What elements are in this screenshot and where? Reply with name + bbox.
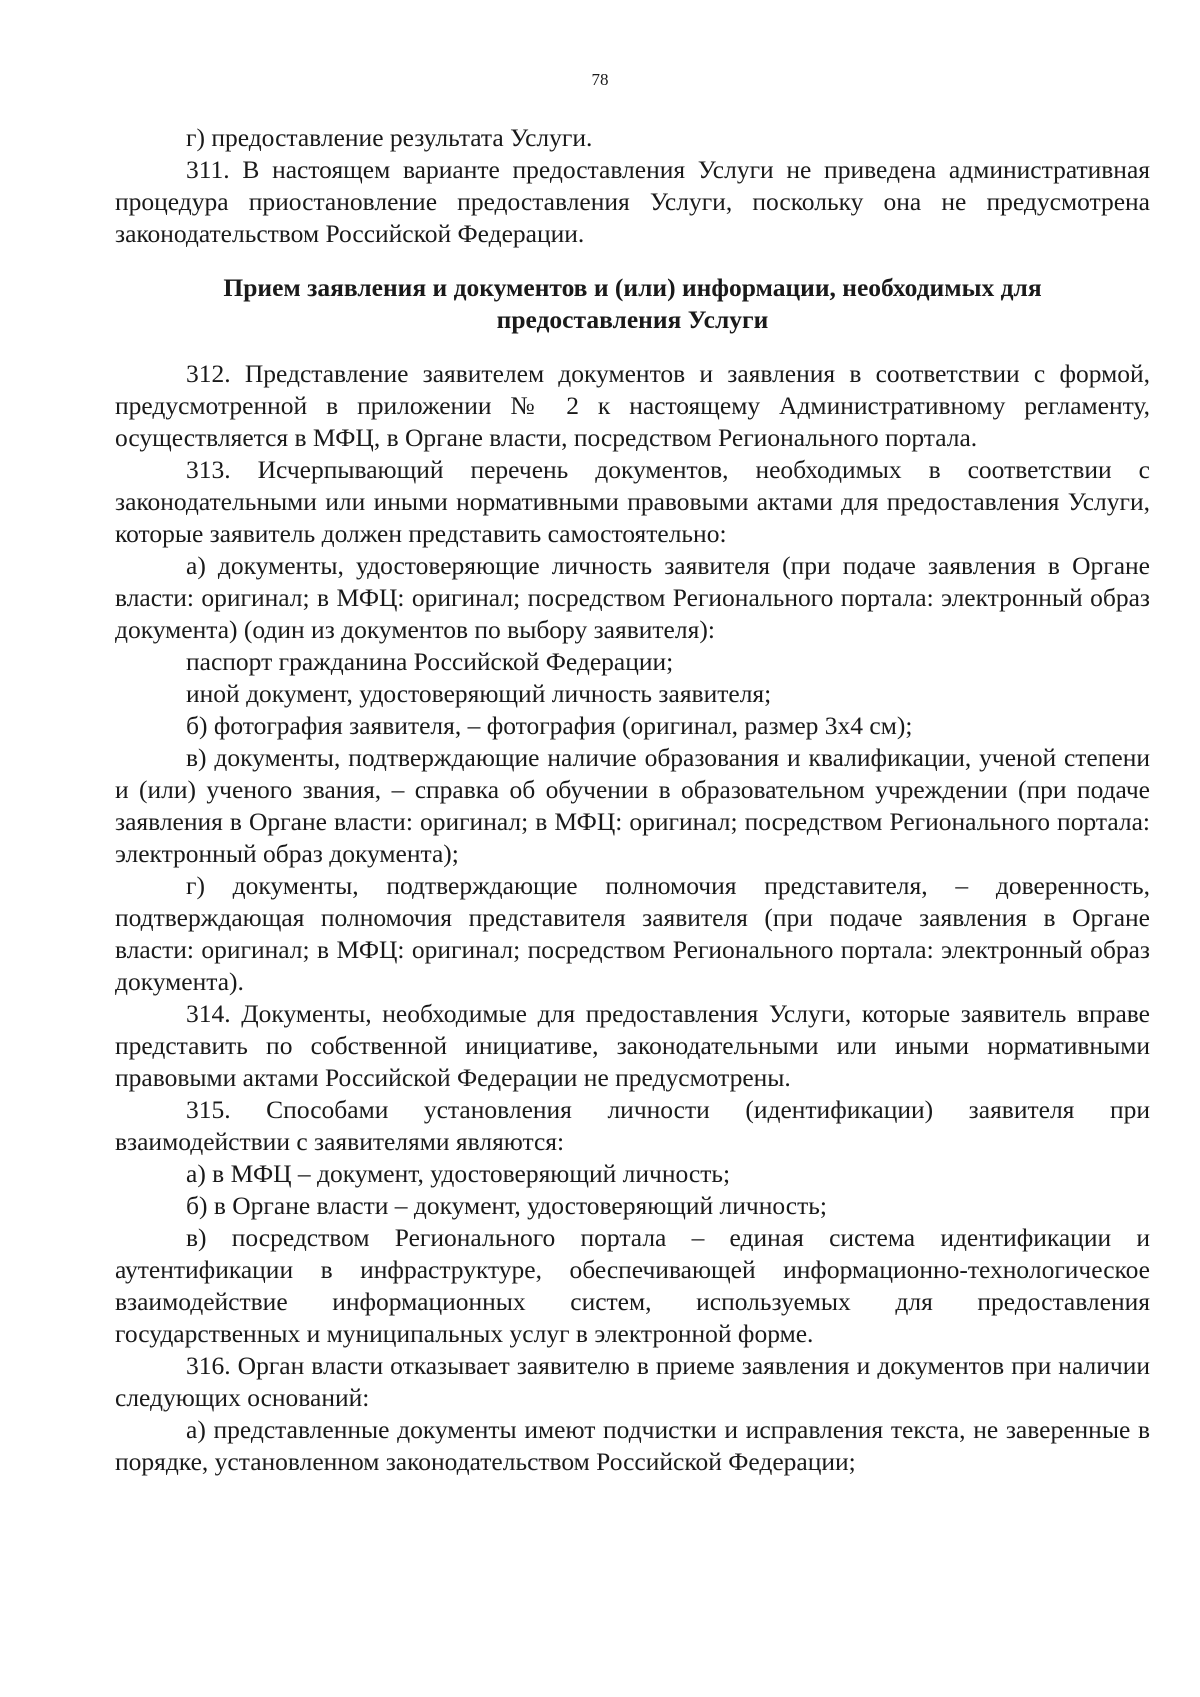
paragraph-316-item-a: а) представленные документы имеют подчистки и исправления текста, не заверенные в порядке, установленном законодательством Российской Федерации; xyxy=(115,1415,1150,1476)
paragraph-313-item-g: г) документы, подтверждающие полномочия представителя, – доверенность, подтверждающая полномочия представителя заявителя (при подаче заявления в Органе власти: оригинал; в МФЦ: оригинал; посредством Регионального портала: электронный образ документа). xyxy=(115,871,1150,996)
paragraph-314: 314. Документы, необходимые для предоставления Услуги, которые заявитель вправе представить по собственной инициативе, законодательными или иными нормативными правовыми актами Российской Федерации не предусмотрены. xyxy=(115,999,1150,1092)
section-heading xyxy=(115,272,1150,336)
paragraph-315-item-v: в) посредством Регионального портала – единая система идентификации и аутентификации в инфраструктуре, обеспечивающей информационно-технологическое взаимодействие информационных систем, используемых для предоставления государственных и муниципальных услуг в электронной форме. xyxy=(115,1223,1150,1348)
paragraph-313-item-a-passport: паспорт гражданина Российской Федерации; xyxy=(186,647,674,676)
document-body xyxy=(115,122,1150,1478)
paragraph-313-item-a-other-document: иной документ, удостоверяющий личность заявителя; xyxy=(186,679,772,708)
paragraph-316: 316. Орган власти отказывает заявителю в приеме заявления и документов при наличии следующих оснований: xyxy=(115,1351,1150,1412)
paragraph-313: 313. Исчерпывающий перечень документов, необходимых в соответствии с законодательными или иными нормативными правовыми актами для предоставления Услуги, которые заявитель должен представить самостоятельно: xyxy=(115,455,1150,548)
page-number: 78 xyxy=(591,70,609,89)
section-heading-line-1: Прием заявления и документов и (или) информации, необходимых для xyxy=(223,273,1042,302)
paragraph-313-item-b: б) фотография заявителя, – фотография (оригинал, размер 3х4 см); xyxy=(186,711,913,740)
paragraph-312: 312. Представление заявителем документов и заявления в соответствии с формой, предусмотренной в приложении № 2 к настоящему Административному регламенту, осуществляется в МФЦ, в Органе власти, посредством Регионального портала. xyxy=(115,359,1150,452)
section-heading-line-2: предоставления Услуги xyxy=(496,305,769,334)
paragraph-313-item-v: в) документы, подтверждающие наличие образования и квалификации, ученой степени и (или) ученого звания, – справка об обучении в образовательном учреждении (при подаче заявления в Органе власти: оригинал; в МФЦ: оригинал; посредством Регионального портала: электронный образ документа); xyxy=(115,743,1150,868)
paragraph-315: 315. Способами установления личности (идентификации) заявителя при взаимодействии с заявителями являются: xyxy=(115,1095,1150,1156)
paragraph-313-item-a: а) документы, удостоверяющие личность заявителя (при подаче заявления в Органе власти: оригинал; в МФЦ: оригинал; посредством Регионального портала: электронный образ документа) (один из документов по выбору заявителя): xyxy=(115,551,1150,644)
paragraph-315-item-a: а) в МФЦ – документ, удостоверяющий личность; xyxy=(186,1159,731,1188)
paragraph-311: 311. В настоящем варианте предоставления Услуги не приведена административная процедура приостановление предоставления Услуги, поскольку она не предусмотрена законодательством Российской Федерации. xyxy=(115,155,1150,248)
paragraph-315-item-b: б) в Органе власти – документ, удостоверяющий личность; xyxy=(186,1191,827,1220)
paragraph-item-g-result: г) предоставление результата Услуги. xyxy=(186,123,593,152)
